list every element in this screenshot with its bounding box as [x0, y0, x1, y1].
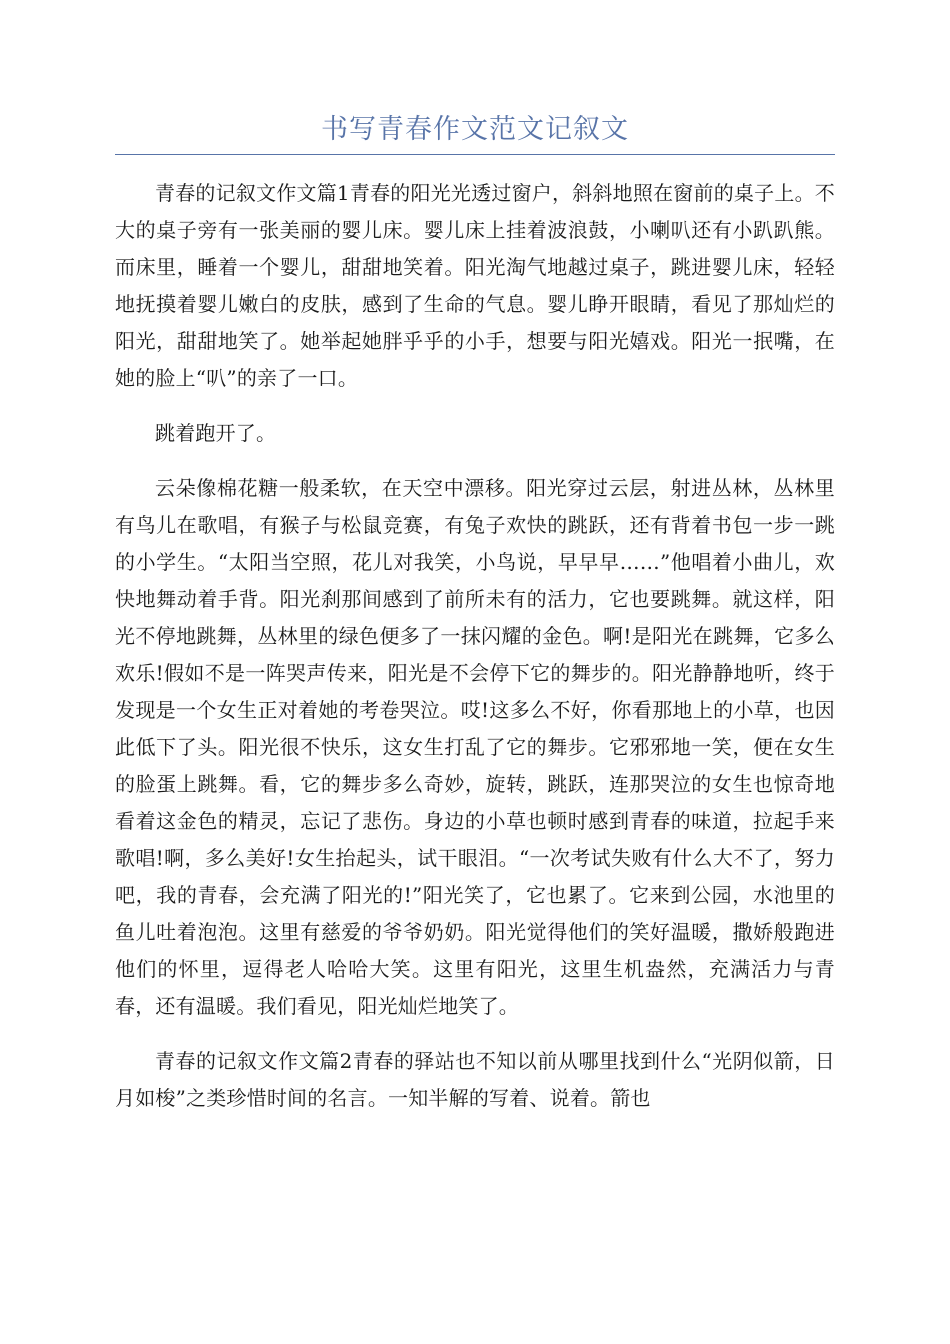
- paragraph-2: 跳着跑开了。: [155, 421, 277, 445]
- paragraph-3: 云朵像棉花糖一般柔软，在天空中漂移。阳光穿过云层，射进丛林，丛林里有鸟儿在歌唱，有猴子与松鼠竞赛，有兔子欢快的跳跃，还有背着书包一步一跳的小学生。“太阳当空照，花儿对我笑，小鸟说，早早早……”他唱着小曲儿，欢快地舞动着手背。阳光刹那间感到了前所未有的活力，它也要跳舞。就这样，阳光不停地跳舞，丛林里的绿色便多了一抹闪耀的金色。啊!是阳光在跳舞，它多么欢乐!假如不是一阵哭声传来，阳光是不会停下它的舞步的。阳光静静地听，终于发现是一个女生正对着她的考卷哭泣。哎!这多么不好，你看那地上的小草，也因此低下了头。阳光很不快乐，这女生打乱了它的舞步。它邪邪地一笑，便在女生的脸蛋上跳舞。看，它的舞步多么奇妙，旋转，跳跃，连那哭泣的女生也惊奇地看着这金色的精灵，忘记了悲伤。身边的小草也顿时感到青春的味道，拉起手来歌唱!啊，多么美好!女生抬起头，试干眼泪。“一次考试失败有什么大不了，努力吧，我的青春，会充满了阳光的!”阳光笑了，它也累了。它来到公园，水池里的鱼儿吐着泡泡。这里有慈爱的爷爷奶奶。阳光觉得他们的笑好温暖，撒娇般跑进他们的怀里，逗得老人哈哈大笑。这里有阳光，这里生机盎然，充满活力与青春，还有温暖。我们看见，阳光灿烂地笑了。: [115, 476, 835, 1018]
- title-underline: [115, 154, 835, 155]
- document-title: 书写青春作文范文记叙文: [321, 114, 629, 145]
- paragraph-1: 青春的记叙文作文篇1青春的阳光光透过窗户，斜斜地照在窗前的桌子上。不大的桌子旁有一张美丽的婴儿床。婴儿床上挂着波浪鼓，小喇叭还有小趴趴熊。而床里，睡着一个婴儿，甜甜地笑着。阳光淘气地越过桌子，跳进婴儿床，轻轻地抚摸着婴儿嫩白的皮肤，感到了生命的气息。婴儿睁开眼睛，看见了那灿烂的阳光，甜甜地笑了。她举起她胖乎乎的小手，想要与阳光嬉戏。阳光一抿嘴，在她的脸上“叭”的亲了一口。: [115, 181, 835, 390]
- paragraph-4: 青春的记叙文作文篇2青春的驿站也不知以前从哪里找到什么“光阴似箭，日月如梭”之类珍惜时间的名言。一知半解的写着、说着。箭也: [115, 1049, 835, 1110]
- document-body: [115, 175, 835, 1135]
